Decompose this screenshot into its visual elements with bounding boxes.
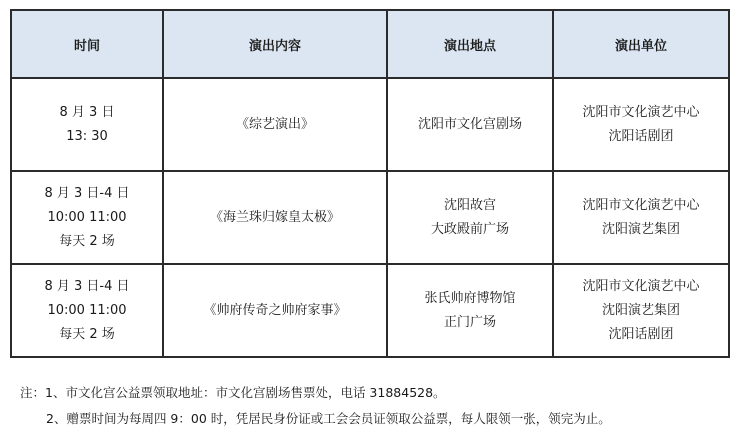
time-line: 8 月 3 日 [59, 104, 115, 120]
performance-schedule-table [10, 9, 730, 358]
venue-line: 沈阳市文化宫剧场 [417, 116, 522, 132]
notes-section [20, 380, 732, 432]
venue-cell [387, 78, 553, 171]
time-cell [11, 264, 163, 357]
time-cell [11, 78, 163, 171]
time-line: 每天 2 场 [59, 233, 115, 249]
time-line: 10:00 11:00 [47, 209, 127, 225]
venue-cell [387, 264, 553, 357]
venue-line: 张氏帅府博物馆 [424, 290, 516, 306]
unit-line: 沈阳话剧团 [608, 326, 674, 342]
unit-line: 沈阳演艺集团 [601, 302, 680, 318]
unit-cell [553, 171, 729, 264]
header-content: 演出内容 [163, 10, 387, 78]
venue-cell [387, 171, 553, 264]
header-unit: 演出单位 [553, 10, 729, 78]
note-line-1: 注：1、市文化宫公益票领取地址：市文化宫剧场售票处，电话 31884528。 [20, 385, 446, 400]
unit-line: 沈阳话剧团 [608, 128, 674, 144]
content-cell [163, 78, 387, 171]
content-cell [163, 264, 387, 357]
table-row [11, 264, 729, 357]
time-line: 每天 2 场 [59, 326, 115, 342]
venue-line: 正门广场 [443, 314, 496, 330]
unit-line: 沈阳市文化演艺中心 [582, 197, 700, 213]
content-cell [163, 171, 387, 264]
unit-line: 沈阳市文化演艺中心 [582, 104, 700, 120]
unit-cell [553, 78, 729, 171]
unit-line: 沈阳市文化演艺中心 [582, 278, 700, 294]
table-row [11, 78, 729, 171]
unit-line: 沈阳演艺集团 [601, 221, 680, 237]
content-line: 《海兰珠归嫁皇太极》 [209, 209, 340, 225]
header-venue: 演出地点 [387, 10, 553, 78]
unit-cell [553, 264, 729, 357]
content-line: 《综艺演出》 [235, 116, 314, 132]
venue-line: 沈阳故宫 [443, 197, 496, 213]
content-line: 《帅府传奇之帅府家事》 [203, 302, 347, 318]
time-line: 13: 30 [66, 128, 108, 144]
note-line-2: 2、赠票时间为每周四 9：00 时，凭居民身份证或工会会员证领取公益票，每人限领一张，领完为止。 [46, 411, 611, 426]
venue-line: 大政殿前广场 [430, 221, 509, 237]
table-row [11, 171, 729, 264]
time-line: 8 月 3 日-4 日 [44, 278, 130, 294]
time-line: 8 月 3 日-4 日 [44, 185, 130, 201]
table-header-row [11, 10, 729, 78]
time-cell [11, 171, 163, 264]
header-time: 时间 [11, 10, 163, 78]
time-line: 10:00 11:00 [47, 302, 127, 318]
